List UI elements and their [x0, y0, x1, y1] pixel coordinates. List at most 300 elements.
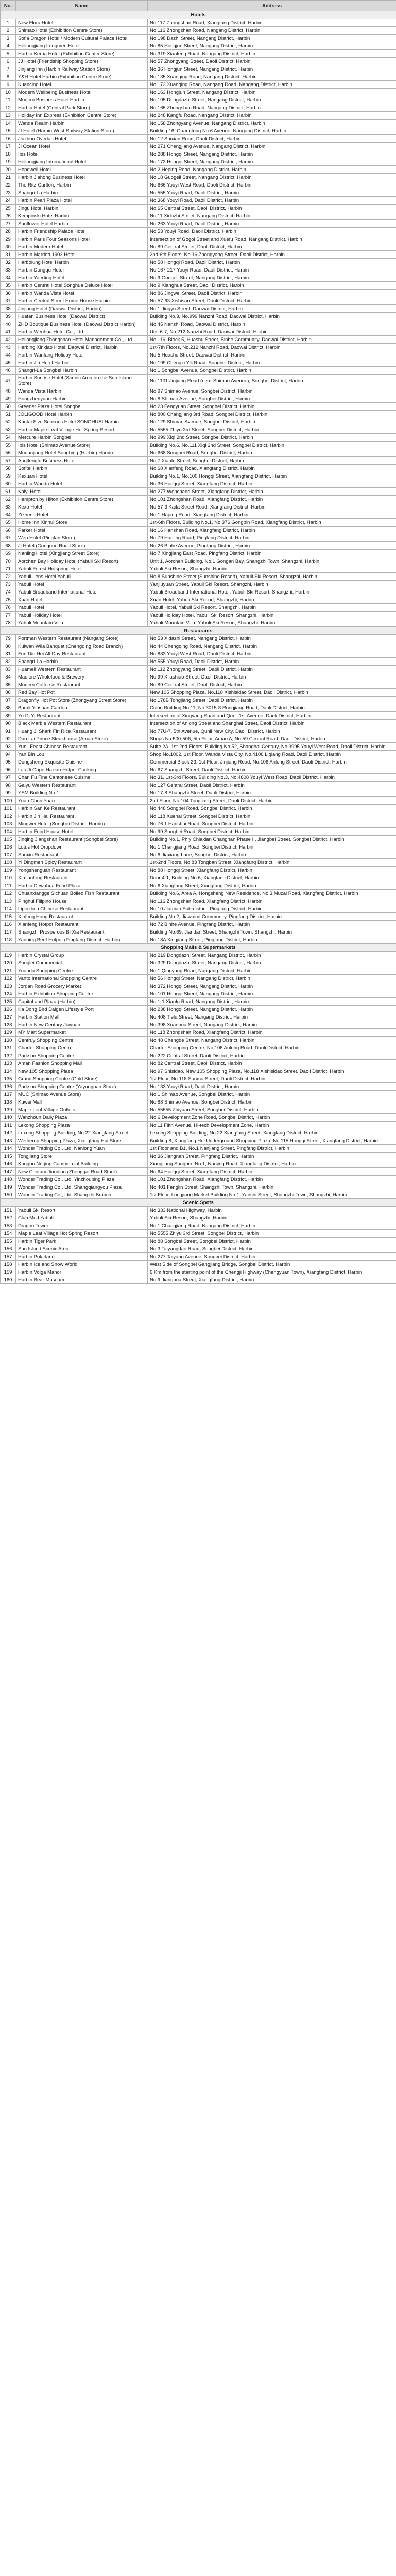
- table-row: [1, 375, 396, 387]
- row-name: Harbin Wanfang Holiday Hotel: [16, 351, 148, 359]
- row-address: Building No.1, No.100 Hongqi Street, Xiangfang District, Harbin: [148, 472, 396, 480]
- row-name: Kongbo Nerjing Commercial Building: [16, 1160, 148, 1168]
- row-address: No.44 Chengqing Road, Nangang District, Harbin: [148, 642, 396, 650]
- row-number: 80: [1, 642, 16, 650]
- row-number: 39: [1, 313, 16, 320]
- row-name: Kaiyi Hotel: [16, 488, 148, 496]
- table-row: [1, 488, 396, 496]
- table-row: [1, 480, 396, 488]
- table-row: [1, 1075, 396, 1083]
- row-number: 114: [1, 905, 16, 913]
- row-address: No.53 Xidazhi Street, Nangang District, Harbin: [148, 635, 396, 642]
- row-address: No.1 Haping Road, Xiangfang District, Harbin: [148, 511, 396, 519]
- table-row: [1, 42, 396, 50]
- row-name: Harbolung Hotel Harbin: [16, 259, 148, 266]
- row-address: No.64 Hongqi Street, Xiangfang District, Harbin: [148, 1168, 396, 1176]
- row-name: Huang Ji Shark Fin Rice Restaurant: [16, 727, 148, 735]
- row-name: Yabuli Broadband International Hotel: [16, 588, 148, 596]
- table-row: [1, 990, 396, 998]
- row-name: Parkson Shopping Centre (Yayunguan Store): [16, 1083, 148, 1091]
- table-row: [1, 1222, 396, 1230]
- row-number: 100: [1, 797, 16, 805]
- row-address: Building No.69, Jiandan Street, Shangzhi Town, Shangzhi, Harbin: [148, 928, 396, 936]
- row-name: Greener Plaza Hotel Songbei: [16, 403, 148, 411]
- row-name: Centruy Shopping Centre: [16, 1037, 148, 1044]
- row-name: Harbin Food House Hotel: [16, 828, 148, 836]
- row-address: West Side of Songbei Gangjiang Bridge, Songbei District, Harbin: [148, 1261, 396, 1268]
- table-row: [1, 519, 396, 527]
- row-address: No.401 Fenglin Street, Shangzhi Town, Shangzhi, Harbin: [148, 1183, 396, 1191]
- table-row: [1, 604, 396, 612]
- table-row: [1, 828, 396, 836]
- row-name: Yanbing Beef Hotpot (Pingfang District, Harbin): [16, 936, 148, 944]
- row-number: 32: [1, 259, 16, 266]
- table-row: [1, 449, 396, 457]
- table-row: [1, 403, 396, 411]
- table-row: [1, 836, 396, 843]
- row-address: 2nd-6th Floors, No.16 Zhongyang Street, Daoli District, Harbin: [148, 251, 396, 259]
- row-number: 43: [1, 344, 16, 351]
- row-name: Ji Hotel (Gongnuo Road Store): [16, 542, 148, 550]
- row-name: Sofia Dragon Hotel / Modern Cultural Palace Hotel: [16, 35, 148, 42]
- row-name: Red Bay Hot Pot: [16, 689, 148, 697]
- table-row: [1, 805, 396, 812]
- row-name: Harbin Jiahong Business Hotel: [16, 174, 148, 181]
- row-name: Harbin Central Street Home House Harbin: [16, 297, 148, 305]
- table-row: [1, 820, 396, 828]
- table-row: [1, 998, 396, 1006]
- table-row: [1, 959, 396, 967]
- row-address: Building 8, Xiangfang Hui Underground Shopping Plaza, No.115 Hongqi Street, Xiangfang District, Harbin: [148, 1137, 396, 1145]
- row-name: Jinjiang Hotel (Daowai District, Harbin): [16, 305, 148, 313]
- row-address: No.133 Youyi Road, Daoli District, Harbin: [148, 1083, 396, 1091]
- row-number: 149: [1, 1183, 16, 1191]
- row-number: 108: [1, 859, 16, 867]
- row-number: 51: [1, 411, 16, 418]
- row-address: No.9 Xianghua Street, Daoli District, Harbin: [148, 282, 396, 290]
- table-row: [1, 681, 396, 689]
- row-number: 40: [1, 320, 16, 328]
- row-name: Maple Leaf Village Hot Spring Resort: [16, 1230, 148, 1238]
- row-number: 112: [1, 890, 16, 897]
- row-number: 77: [1, 612, 16, 619]
- row-name: Chuanxiangge Sichuan Boiled Fish Restaurant: [16, 890, 148, 897]
- row-name: Yabuli Ski Resort: [16, 1207, 148, 1214]
- section-header-row: [1, 1199, 396, 1207]
- table-row: [1, 73, 396, 81]
- table-row: [1, 1268, 396, 1276]
- table-row: [1, 81, 396, 89]
- row-name: Wetherup Shopping Plaza, Xiangfang Hui Store: [16, 1137, 148, 1145]
- row-number: 99: [1, 789, 16, 797]
- table-row: [1, 588, 396, 596]
- row-number: 24: [1, 197, 16, 205]
- row-name: Harbin Crystal Group: [16, 952, 148, 959]
- table-row: [1, 212, 396, 220]
- row-address: No.97 Shimao Avenue, Songbei District, Harbin: [148, 387, 396, 395]
- row-address: No.8 Shimao Avenue, Songbei District, Harbin: [148, 395, 396, 403]
- table-row: [1, 1245, 396, 1253]
- row-address: No.368 Youyi Road, Daoli District, Harbin: [148, 197, 396, 205]
- row-number: 130: [1, 1037, 16, 1044]
- row-address: No.16 Hanshan Road, Xiangfang District, Harbin: [148, 527, 396, 534]
- row-name: Ximianfeng Restaurant: [16, 874, 148, 882]
- row-address: No.555 Youyi Road, Daoli District, Harbin: [148, 658, 396, 666]
- row-name: Xinfeng Hong Restaurant: [16, 913, 148, 921]
- row-name: New Century Jiandian (Zhenggai Road Store): [16, 1168, 148, 1176]
- row-address: Door 4-1, Building No.6, Xiangfang District, Harbin: [148, 874, 396, 882]
- table-row: [1, 1191, 396, 1199]
- row-number: 134: [1, 1067, 16, 1075]
- row-name: Yuanda Shopping Centre: [16, 967, 148, 975]
- table-row: [1, 297, 396, 305]
- row-name: Harbin Wanda Hotel: [16, 480, 148, 488]
- row-address: No.277 Taiyang Avenue, Songbei District, Harbin: [148, 1253, 396, 1261]
- table-row: [1, 1230, 396, 1238]
- row-name: Heilongjiang Longmen Hotel: [16, 42, 148, 50]
- row-name: Black Marble Western Restaurant: [16, 720, 148, 727]
- row-number: 155: [1, 1238, 16, 1245]
- row-address: No.89 Central Street, Daoli District, Harbin: [148, 243, 396, 251]
- table-row: [1, 387, 396, 395]
- row-address: No.5 Huashu Street, Daowai District, Harbin: [148, 351, 396, 359]
- row-name: Harbin Jiri Hotel Harbin: [16, 359, 148, 367]
- row-number: 44: [1, 351, 16, 359]
- row-number: 52: [1, 418, 16, 426]
- row-name: Wonder Trading Co., Ltd. Shangzhi Branch: [16, 1191, 148, 1199]
- row-number: 129: [1, 1029, 16, 1037]
- row-address: No.238 Hongqi Street, Nangang District, Harbin: [148, 1006, 396, 1013]
- table-row: [1, 259, 396, 266]
- row-name: Harbin Friendship Palace Hotel: [16, 228, 148, 235]
- row-number: 34: [1, 274, 16, 282]
- table-row: [1, 882, 396, 890]
- table-row: [1, 1214, 396, 1222]
- table-row: [1, 503, 396, 511]
- row-number: 117: [1, 928, 16, 936]
- table-row: [1, 174, 396, 181]
- row-number: 154: [1, 1230, 16, 1238]
- row-name: Mudanjiang Hotel Songbing (Harbin) Harbin: [16, 449, 148, 457]
- row-name: Aorchen Bay Holiday Hotel (Yabuli Ski Resort): [16, 557, 148, 565]
- row-number: 146: [1, 1160, 16, 1168]
- row-name: Sunflower Hotel Harbin: [16, 220, 148, 228]
- row-name: Wen Hotel (Pingfan Store): [16, 534, 148, 542]
- row-address: Intersection of Anlong Street and Shanghai Street, Daoli District, Harbin: [148, 720, 396, 727]
- row-number: 8: [1, 73, 16, 81]
- table-row: [1, 557, 396, 565]
- row-address: No.118 Zhongshan Road, Xiangfang District, Harbin: [148, 1029, 396, 1037]
- table-row: [1, 921, 396, 928]
- row-number: 125: [1, 998, 16, 1006]
- row-number: 135: [1, 1075, 16, 1083]
- row-address: Shops No.500-506, 5th Floor, Aman A, No.59 Central Road, Daoli District, Harbin: [148, 735, 396, 743]
- row-number: 29: [1, 235, 16, 243]
- row-name: Shangri-La Songbei Harbin: [16, 367, 148, 375]
- table-row: [1, 635, 396, 642]
- row-number: 128: [1, 1021, 16, 1029]
- row-name: Jinjiang Inn (Harbin Railway Station Store): [16, 65, 148, 73]
- row-name: New Flora Hotel: [16, 19, 148, 27]
- table-row: [1, 859, 396, 867]
- row-name: Ibis Hotel: [16, 150, 148, 158]
- row-number: 102: [1, 812, 16, 820]
- row-address: No.666 Youyi West Road, Daoli District, Harbin: [148, 181, 396, 189]
- row-number: 5: [1, 50, 16, 58]
- row-name: Home Inn Xinhui Store: [16, 519, 148, 527]
- row-name: Sofitel Harbin: [16, 465, 148, 472]
- table-row: [1, 1106, 396, 1114]
- row-number: 9: [1, 81, 16, 89]
- row-number: 96: [1, 766, 16, 774]
- row-address: No.277 Wenchang Street, Xiangfang District, Harbin: [148, 488, 396, 496]
- row-address: Yabuli Ski Resort, Shangzhi, Harbin: [148, 1214, 396, 1222]
- row-address: No.36 Hongjun Street, Nangang District, Harbin: [148, 65, 396, 73]
- table-row: [1, 27, 396, 35]
- row-address: No.68 Xianfeng Road, Xiangfang District, Harbin: [148, 465, 396, 472]
- row-number: 67: [1, 534, 16, 542]
- table-row: [1, 235, 396, 243]
- row-address: No.10 Jiamian Sub-district, Pingfang District, Harbin: [148, 905, 396, 913]
- table-row: [1, 573, 396, 581]
- row-number: 101: [1, 805, 16, 812]
- row-number: 20: [1, 166, 16, 174]
- table-row: [1, 782, 396, 789]
- row-name: JOLIGOOD Hotel Harbin: [16, 411, 148, 418]
- row-name: Harbin Polarland: [16, 1253, 148, 1261]
- section-title: Scenic Spots: [1, 1199, 396, 1207]
- table-row: [1, 650, 396, 658]
- row-number: 90: [1, 720, 16, 727]
- row-number: 47: [1, 375, 16, 387]
- row-name: Harbin Bear Museum: [16, 1276, 148, 1284]
- row-number: 17: [1, 143, 16, 150]
- row-number: 148: [1, 1176, 16, 1183]
- row-name: Ibis Hotel (Shimao Avenue Store): [16, 442, 148, 449]
- row-name: Yan Bin Lou: [16, 751, 148, 758]
- table-row: [1, 550, 396, 557]
- row-address: Lexong Shopping Building, No.22 Xiangfang Street, Xiangfang District, Harbin: [148, 1129, 396, 1137]
- row-number: 123: [1, 982, 16, 990]
- row-address: No.101 Zhongshan Road, Xiangfang District, Harbin: [148, 1176, 396, 1183]
- table-row: [1, 19, 396, 27]
- row-name: Kuntai Five Seasons Hotel SONGHUAI Harbin: [16, 418, 148, 426]
- row-number: 49: [1, 395, 16, 403]
- row-number: 156: [1, 1245, 16, 1253]
- row-address: 1st-7th Floors, No.212 Nanzhi Road, Daowai District, Harbin: [148, 344, 396, 351]
- row-number: 113: [1, 897, 16, 905]
- header-name: Name: [16, 1, 148, 11]
- row-address: No.36 Hongqi Street, Xiangfang District, Harbin: [148, 480, 396, 488]
- row-name: Harbin Marriott 1903 Hotel: [16, 251, 148, 259]
- row-number: 75: [1, 596, 16, 604]
- row-name: New 105 Shopping Plaza: [16, 1067, 148, 1075]
- table-row: [1, 35, 396, 42]
- row-address: No.116 Zhongshan Road, Nangang District, Harbin: [148, 27, 396, 35]
- table-row: [1, 581, 396, 588]
- row-name: Harbin Wenhua Hotel Co., Ltd.: [16, 328, 148, 336]
- table-row: [1, 1029, 396, 1037]
- row-number: 54: [1, 434, 16, 442]
- row-number: 38: [1, 305, 16, 313]
- table-row: [1, 457, 396, 465]
- row-name: Heilongjiang International Hotel: [16, 158, 148, 166]
- row-number: 122: [1, 975, 16, 982]
- table-row: [1, 727, 396, 735]
- row-name: Shangzhi Prosperous Bi Xia Restaurant: [16, 928, 148, 936]
- row-address: No.88 Hongqi Street, Xiangfang District, Harbin: [148, 867, 396, 874]
- row-number: 141: [1, 1122, 16, 1129]
- table-row: [1, 58, 396, 65]
- table-row: [1, 658, 396, 666]
- row-address: No.112 Zhongyang Street, Daoli District, Harbin: [148, 666, 396, 673]
- row-number: 124: [1, 990, 16, 998]
- table-row: [1, 426, 396, 434]
- row-address: Intersection of Gogol Street and Xuefu Road, Nangang District, Harbin: [148, 235, 396, 243]
- row-address: No.86 Jingwei Street, Daoli District, Harbin: [148, 290, 396, 297]
- row-address: No.58 Hongqi Road, Daoli District, Harbin: [148, 259, 396, 266]
- table-row: [1, 189, 396, 197]
- row-address: 1st Floor, No.118 Sunma Street, Daoli District, Harbin: [148, 1075, 396, 1083]
- row-number: 133: [1, 1060, 16, 1067]
- row-number: 50: [1, 403, 16, 411]
- row-name: Zizheng Hotel: [16, 511, 148, 519]
- row-number: 84: [1, 673, 16, 681]
- row-number: 65: [1, 519, 16, 527]
- row-number: 111: [1, 882, 16, 890]
- row-number: 131: [1, 1044, 16, 1052]
- row-address: Unit 1, Aorchen Building, No.1 Gongan Bay, Shangzhi Town, Shangzhi, Harbin: [148, 557, 396, 565]
- row-address: No.127 Central Street, Daoli District, Harbin: [148, 782, 396, 789]
- row-name: Harbin Wanda Vista Hotel: [16, 290, 148, 297]
- table-row: [1, 735, 396, 743]
- row-address: No.372 Hongqi Street, Nangang District, Harbin: [148, 982, 396, 990]
- row-number: 59: [1, 472, 16, 480]
- row-number: 144: [1, 1145, 16, 1153]
- row-number: 14: [1, 120, 16, 127]
- table-row: [1, 266, 396, 274]
- row-name: Harbing Xinxiao Hotel, Daowai District, Harbin: [16, 344, 148, 351]
- row-number: 10: [1, 89, 16, 96]
- row-name: Harbin Central Hotel Songhua Deluxe Hotel: [16, 282, 148, 290]
- row-address: No.117 Zhongshan Road, Xiangfang District, Harbin: [148, 19, 396, 27]
- row-number: 7: [1, 65, 16, 73]
- table-row: [1, 89, 396, 96]
- row-number: 56: [1, 449, 16, 457]
- section-header-row: [1, 627, 396, 635]
- table-row: [1, 197, 396, 205]
- row-name: Yabuli Holiday Hotel: [16, 612, 148, 619]
- row-name: Kuancing Hotel: [16, 81, 148, 89]
- row-number: 30: [1, 243, 16, 251]
- row-address: Cuihu Building No.11, No.3015-8 Rongjiang Road, Daoli District, Harbin: [148, 704, 396, 712]
- row-name: Xuan Hotel: [16, 596, 148, 604]
- table-row: [1, 359, 396, 367]
- table-row: [1, 1067, 396, 1075]
- row-name: Tongjiang Store: [16, 1153, 148, 1160]
- row-number: 4: [1, 42, 16, 50]
- row-address: Charter Shopping Centre, No.106 Anlong Road, Daoli District, Harbin: [148, 1044, 396, 1052]
- row-address: No.1 Qingyang Road, Nangang District, Harbin: [148, 967, 396, 975]
- table-row: [1, 181, 396, 189]
- row-name: JJ Hotel (Friendship Shopping Store): [16, 58, 148, 65]
- row-number: 15: [1, 127, 16, 135]
- row-number: 2: [1, 27, 16, 35]
- row-name: Harbin Pearl Plaza Hotel: [16, 197, 148, 205]
- row-address: Yabuli Ski Resort, Shangzhi, Harbin: [148, 565, 396, 573]
- row-name: Modern Business Hotel Harbin: [16, 96, 148, 104]
- row-number: 21: [1, 174, 16, 181]
- row-name: Modern Wellbeing Business Hotel: [16, 89, 148, 96]
- row-name: Songlei Commercial: [16, 959, 148, 967]
- table-row: [1, 166, 396, 174]
- row-number: 98: [1, 782, 16, 789]
- row-name: Pinghui Filipino House: [16, 897, 148, 905]
- row-name: ZHD Boutique Business Hotel (Daowai District Harbin): [16, 320, 148, 328]
- row-address: No.319 Xianfeng Road, Nangang District, Harbin: [148, 50, 396, 58]
- row-number: 18: [1, 150, 16, 158]
- table-row: [1, 1183, 396, 1191]
- table-row: [1, 313, 396, 320]
- row-address: No.18 Guogeli Street, Nangang District, Harbin: [148, 174, 396, 181]
- row-name: Shangri-La Harbin: [16, 189, 148, 197]
- row-address: No.18A Xingjiang Street, Pingfang District, Harbin: [148, 936, 396, 944]
- row-name: Harbin Yaerting Hotel: [16, 274, 148, 282]
- row-number: 41: [1, 328, 16, 336]
- row-number: 19: [1, 158, 16, 166]
- row-name: Harbin Jin Hai Restaurant: [16, 812, 148, 820]
- table-row: [1, 797, 396, 805]
- row-address: No.17-8 Shangzhi Street, Daoli District, Harbin: [148, 789, 396, 797]
- row-name: Jordan Road Grocery Market: [16, 982, 148, 990]
- row-number: 82: [1, 658, 16, 666]
- table-row: [1, 158, 396, 166]
- table-row: [1, 1006, 396, 1013]
- table-row: [1, 442, 396, 449]
- row-name: Mingwei Hotel (Songbei District, Harbin): [16, 820, 148, 828]
- row-number: 104: [1, 828, 16, 836]
- table-row: [1, 290, 396, 297]
- row-name: Chan Fu Fine Cantonese Cuisine: [16, 774, 148, 782]
- row-address: 1st-6th Floors, Building No.1, No.376 Gongbin Road, Xiangfang District, Harbin: [148, 519, 396, 527]
- header-address: Address: [148, 1, 396, 11]
- table-row: [1, 843, 396, 851]
- row-name: Wonder Trading Co., Ltd. Nanlong Yuan: [16, 1145, 148, 1153]
- row-name: MUC (Shimao Avenue Store): [16, 1091, 148, 1098]
- table-row: [1, 1052, 396, 1060]
- row-address: No.82 Central Street, Daoli District, Harbin: [148, 1060, 396, 1067]
- table-row: [1, 1091, 396, 1098]
- table-row: [1, 642, 396, 650]
- row-address: No.77U-7, 5th Avenue, Qunli New City, Daoli District, Harbin: [148, 727, 396, 735]
- row-number: 48: [1, 387, 16, 395]
- table-row: [1, 1261, 396, 1268]
- row-number: 61: [1, 488, 16, 496]
- table-row: [1, 851, 396, 859]
- row-number: 152: [1, 1214, 16, 1222]
- row-number: 127: [1, 1013, 16, 1021]
- row-number: 33: [1, 266, 16, 274]
- table-row: [1, 928, 396, 936]
- row-name: Gaiyu Western Restaurant: [16, 782, 148, 789]
- row-number: 70: [1, 557, 16, 565]
- row-address: No.116 Zhongshan Road, Xiangfang District, Harbin: [148, 897, 396, 905]
- row-name: Capital and Plaza (Harbin): [16, 998, 148, 1006]
- row-name: Xianfeng Hotpot Restaurant: [16, 921, 148, 928]
- row-address: New 105 Shopping Plaza, No.118 Xishisidao Street, Daoli District, Harbin: [148, 689, 396, 697]
- row-number: 27: [1, 220, 16, 228]
- row-address: No.99 Songbei Road, Songbei District, Harbin: [148, 828, 396, 836]
